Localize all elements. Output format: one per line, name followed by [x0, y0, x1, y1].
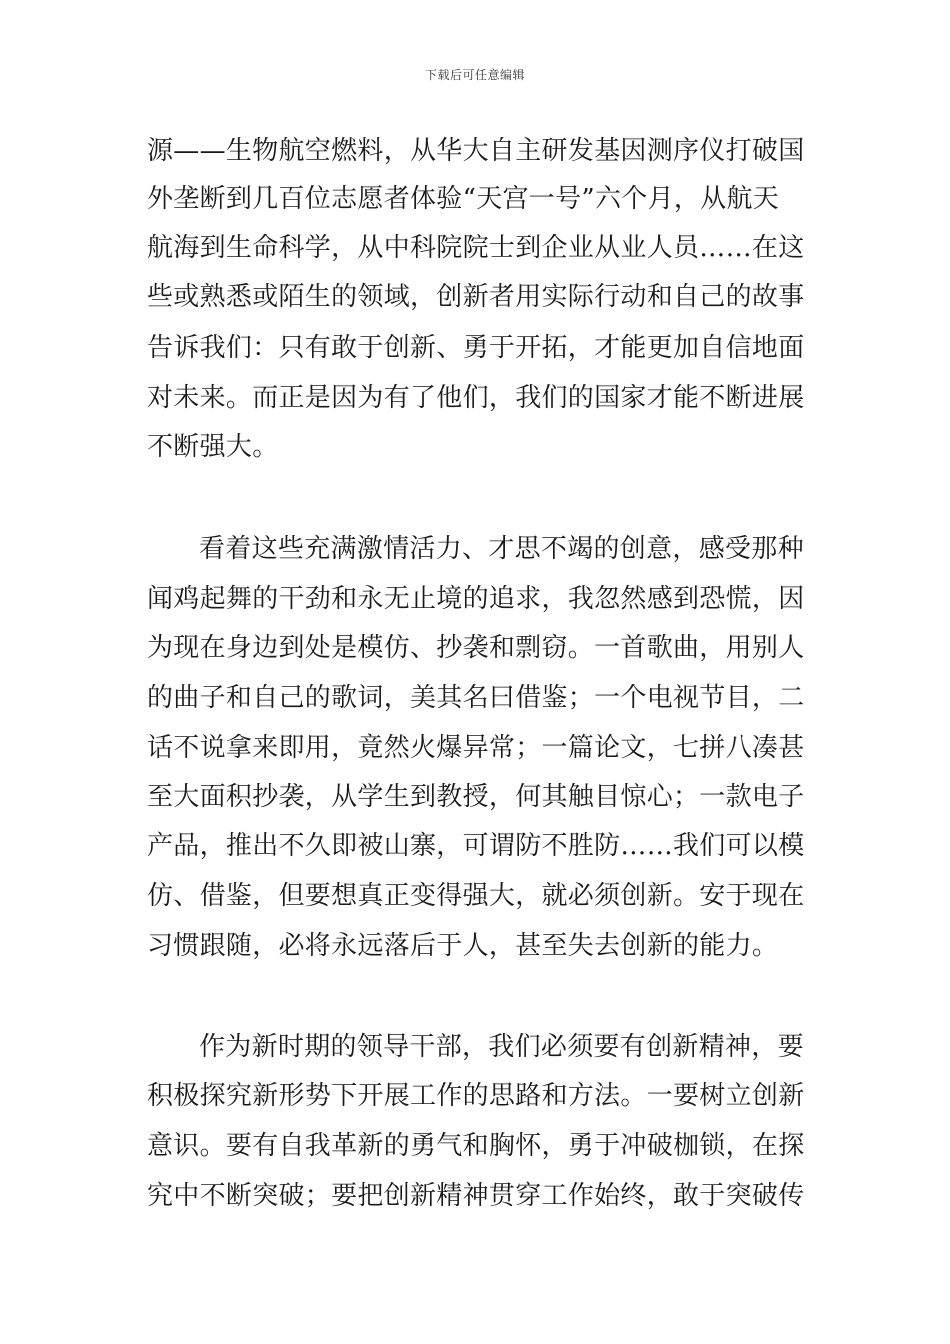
text-line: 为现在身边到处是模仿、抄袭和剽窃。一首歌曲，用别人: [147, 633, 805, 663]
text-line: 的曲子和自己的歌词，美其名曰借鉴；一个电视节目，二: [147, 683, 805, 713]
text-line: 意识。要有自我革新的勇气和胸怀，勇于冲破枷锁，在探: [147, 1131, 805, 1161]
text-line: 话不说拿来即用，竟然火爆异常；一篇论文，七拼八凑甚: [147, 733, 805, 763]
text-line: 究中不断突破；要把创新精神贯穿工作始终，敢于突破传: [147, 1181, 805, 1211]
text-line: 作为新时期的领导干部，我们必须要有创新精神，要: [199, 1032, 804, 1062]
text-line: 产品，推出不久即被山寨，可谓防不胜防……我们可以模: [147, 831, 805, 861]
text-line: 航海到生命科学，从中科院院士到企业从业人员……在这: [147, 233, 805, 263]
page-header: 下载后可任意编辑: [424, 68, 525, 82]
text-line: 闻鸡起舞的干劲和永无止境的追求，我忽然感到恐慌，因: [147, 584, 805, 614]
text-line: 习惯跟随，必将永远落后于人，甚至失去创新的能力。: [147, 931, 779, 961]
text-line: 看着这些充满激情活力、才思不竭的创意，感受那种: [199, 534, 804, 564]
text-line: 至大面积抄袭，从学生到教授，何其触目惊心；一款电子: [147, 782, 805, 812]
text-line: 源——生物航空燃料，从华大自主研发基因测序仪打破国: [147, 136, 805, 166]
text-line: 积极探究新形势下开展工作的思路和方法。一要树立创新: [147, 1081, 805, 1111]
text-line: 外垄断到几百位志愿者体验“天宫一号”六个月，从航天: [147, 184, 780, 214]
text-line: 仿、借鉴，但要想真正变得强大，就必须创新。安于现在: [147, 881, 805, 911]
text-line: 些或熟悉或陌生的领域，创新者用实际行动和自己的故事: [147, 282, 805, 312]
text-line: 不断强大。: [147, 432, 279, 462]
text-line: 告诉我们：只有敢于创新、勇于开拓，才能更加自信地面: [147, 333, 805, 363]
text-line: 对未来。而正是因为有了他们，我们的国家才能不断进展: [147, 383, 805, 413]
